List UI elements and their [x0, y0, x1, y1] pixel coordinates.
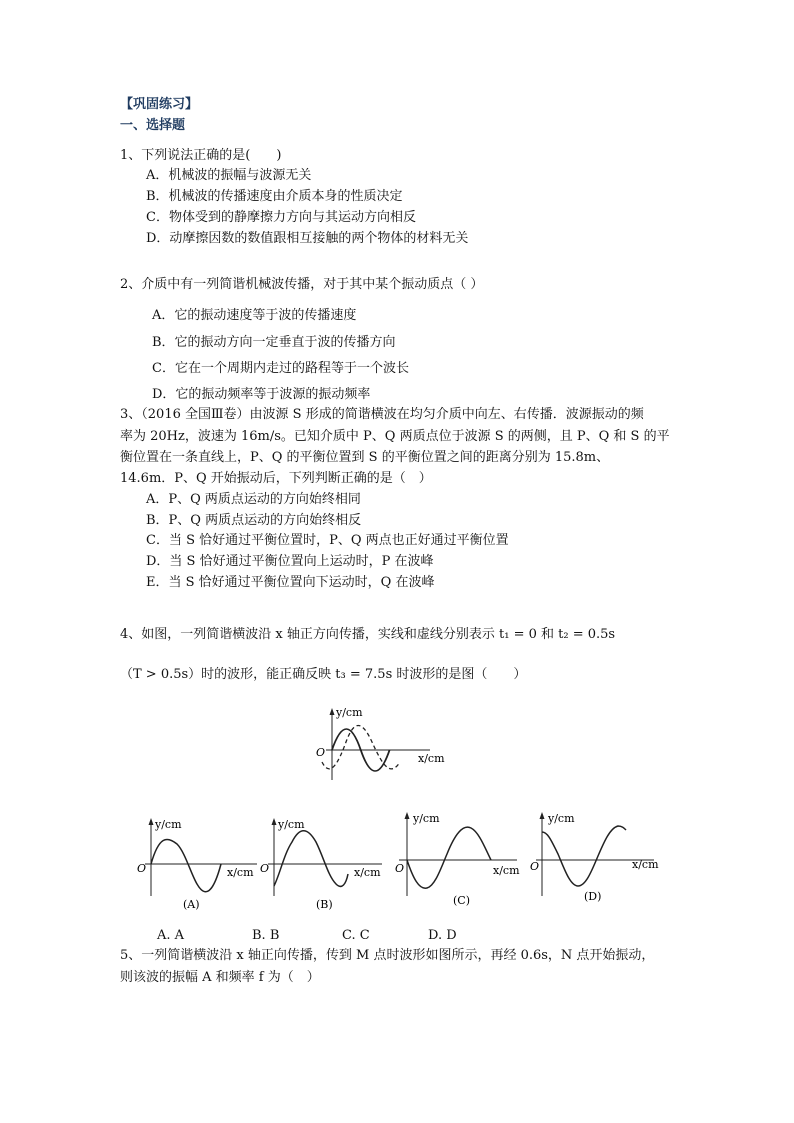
q2-option-d: D．它的振动频率等于波源的振动频率	[152, 387, 371, 402]
section-tag: 【巩固练习】	[120, 97, 199, 112]
q3-option-b: B．P、Q 两质点运动的方向始终相反	[146, 513, 362, 528]
q3-option-a: A．P、Q 两质点运动的方向始终相同	[146, 492, 361, 507]
q3-line-4: 14.6m．P、Q 开始振动后，下列判断正确的是（ ）	[120, 471, 432, 486]
svg-text:x/cm: x/cm	[354, 866, 381, 879]
q2-option-a: A．它的振动速度等于波的传播速度	[152, 308, 357, 323]
q4-main-figure	[310, 702, 460, 787]
caption-a: (A)	[183, 898, 200, 911]
main-xlabel: x/cm	[418, 752, 445, 765]
q4-figure-c	[395, 808, 535, 912]
caption-d: (D)	[584, 890, 602, 903]
q4-figure-b	[258, 814, 398, 914]
q1-option-a: A．机械波的振幅与波源无关	[146, 168, 312, 183]
svg-text:O: O	[530, 860, 540, 873]
section-heading: 一、选择题	[120, 118, 186, 133]
svg-text:x/cm: x/cm	[227, 866, 254, 879]
q5-line-1: 5、一列简谐横波沿 x 轴正向传播，传到 M 点时波形如图所示，再经 0.6s，N 点开始振动，	[120, 948, 655, 963]
caption-c: (C)	[453, 894, 470, 907]
svg-text:y/cm: y/cm	[278, 818, 305, 831]
q4-answer-a: A. A	[157, 928, 185, 943]
q4-figure-a	[135, 814, 275, 914]
q3-line-1: 3、（2016 全国Ⅲ卷）由波源 S 形成的简谐横波在均匀介质中向左、右传播．波源振动的频	[120, 407, 644, 422]
q1-option-b: B．机械波的传播速度由介质本身的性质决定	[146, 189, 403, 204]
q3-option-c: C．当 S 恰好通过平衡位置时，P、Q 两点也正好通过平衡位置	[146, 533, 509, 548]
svg-text:O: O	[137, 862, 147, 875]
q4-answer-d: D. D	[428, 928, 457, 943]
q3-option-d: D．当 S 恰好通过平衡位置向上运动时，P 在波峰	[146, 554, 434, 569]
svg-text:y/cm: y/cm	[413, 812, 440, 825]
q2-option-b: B．它的振动方向一定垂直于波的传播方向	[152, 335, 396, 350]
q4-figure-d	[530, 808, 670, 912]
svg-text:x/cm: x/cm	[493, 864, 520, 877]
svg-text:y/cm: y/cm	[548, 812, 575, 825]
svg-text:y/cm: y/cm	[155, 818, 182, 831]
q4-line-2: （T > 0.5s）时的波形，能正确反映 t₃ = 7.5s 时波形的是图（ ）	[120, 667, 527, 682]
q2-stem: 2、介质中有一列简谐机械波传播，对于其中某个振动质点（ ）	[120, 277, 484, 292]
q4-line-1: 4、如图，一列简谐横波沿 x 轴正方向传播，实线和虚线分别表示 t₁ = 0 和 t₂ = 0.5s	[120, 627, 616, 642]
q3-option-e: E．当 S 恰好通过平衡位置向下运动时，Q 在波峰	[146, 575, 435, 590]
q3-line-2: 率为 20Hz，波速为 16m/s。已知介质中 P、Q 两质点位于波源 S 的两侧，且 P、Q 和 S 的平	[120, 429, 670, 444]
svg-text:O: O	[395, 862, 405, 875]
q1-option-c: C．物体受到的静摩擦力方向与其运动方向相反	[146, 210, 416, 225]
main-ylabel: y/cm	[336, 706, 363, 719]
q1-stem: 1、下列说法正确的是( )	[120, 148, 282, 163]
q4-answer-b: B. B	[252, 928, 280, 943]
svg-text:x/cm: x/cm	[632, 858, 659, 871]
q2-option-c: C．它在一个周期内走过的路程等于一个波长	[152, 361, 409, 376]
q5-line-2: 则该波的振幅 A 和频率 f 为（ ）	[120, 970, 320, 985]
q1-option-d: D．动摩擦因数的数值跟相互接触的两个物体的材料无关	[146, 231, 469, 246]
main-origin: O	[316, 746, 326, 759]
caption-b: (B)	[316, 898, 333, 911]
svg-text:O: O	[260, 862, 270, 875]
q3-line-3: 衡位置在一条直线上，P、Q 的平衡位置到 S 的平衡位置之间的距离分别为 15.8m、	[120, 450, 610, 465]
q4-answer-c: C. C	[342, 928, 370, 943]
